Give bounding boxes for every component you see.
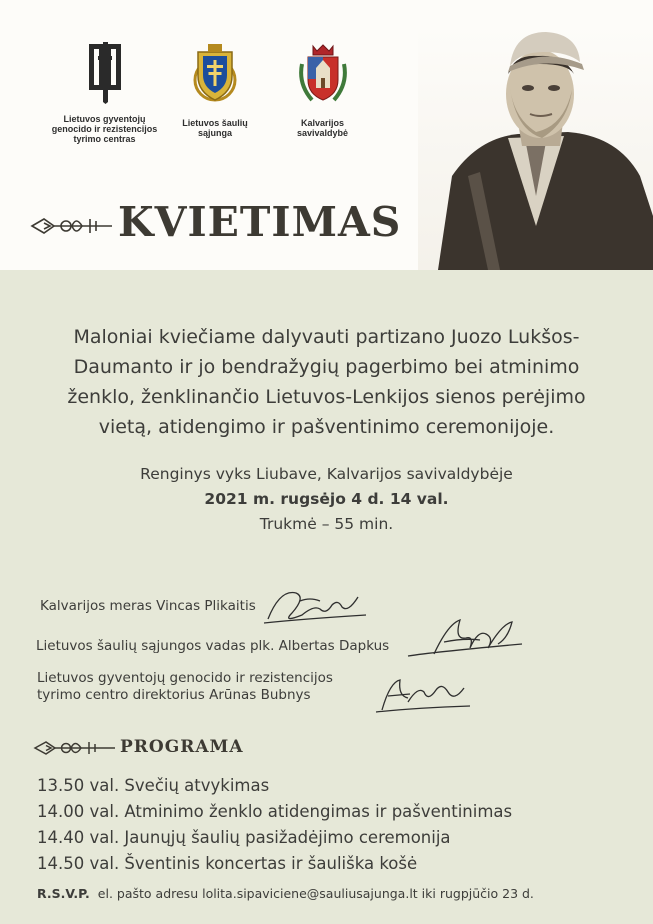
program-list bbox=[37, 773, 512, 877]
rsvp-text: el. pašto adresu lolita.sipaviciene@sauliusajunga.lt iki rugpjūčio 23 d. bbox=[97, 886, 534, 901]
signatory-mayor: Kalvarijos meras Vincas Plikaitis bbox=[40, 598, 256, 614]
intro-line: ženklo, ženklinančio Lietuvos-Lenkijos sienos perėjimo bbox=[67, 386, 586, 408]
riflemen-shield-icon bbox=[192, 42, 238, 108]
coat-of-arms-icon bbox=[296, 42, 350, 108]
signatory-commander: Lietuvos šaulių sąjungos vadas plk. Albertas Dapkus bbox=[36, 638, 390, 654]
event-date: 2021 m. rugsėjo 4 d. 14 val. bbox=[204, 490, 449, 508]
signatory-line: Lietuvos gyventojų genocido ir rezistencijos bbox=[37, 670, 333, 686]
program-item: 14.00 val. Atminimo ženklo atidengimas ir pašventinimas bbox=[37, 802, 513, 821]
logo-genocide-center bbox=[42, 42, 167, 144]
program-item: 14.50 val. Šventinis koncertas ir šauliška košė bbox=[37, 854, 418, 873]
intro-paragraph bbox=[40, 322, 613, 442]
ornament-icon bbox=[30, 213, 114, 239]
signatory-line: tyrimo centro direktorius Arūnas Bubnys bbox=[37, 687, 311, 703]
signature-mayor-icon bbox=[262, 585, 370, 627]
rsvp-label: R.S.V.P. bbox=[37, 886, 90, 901]
event-duration: Trukmė – 55 min. bbox=[259, 515, 394, 533]
ornament-icon bbox=[33, 737, 117, 759]
program-item: 13.50 val. Svečių atvykimas bbox=[37, 776, 270, 795]
signature-commander-icon bbox=[404, 614, 524, 664]
logo-kalvarija-municipality bbox=[275, 42, 370, 138]
logo-riflemen-union bbox=[170, 42, 260, 138]
intro-line: vietą, atidengimo ir pašventinimo ceremonijoje. bbox=[98, 416, 555, 438]
program-title: PROGRAMA bbox=[120, 737, 244, 757]
intro-line: Maloniai kviečiame dalyvauti partizano Juozo Lukšos- bbox=[73, 326, 580, 348]
logo-label: Lietuvos gyventojų genocido ir rezistencijos tyrimo centras bbox=[51, 114, 158, 144]
invitation-title: KVIETIMAS bbox=[118, 198, 402, 246]
venue-place: Renginys vyks Liubave, Kalvarijos savivaldybėje bbox=[140, 465, 513, 483]
cross-emblem-icon bbox=[87, 42, 123, 104]
rsvp-line bbox=[37, 886, 534, 901]
logo-label: Kalvarijos savivaldybė bbox=[296, 118, 349, 138]
intro-line: Daumanto ir jo bendražygių pagerbimo bei atminimo bbox=[73, 356, 580, 378]
logo-label: Lietuvos šaulių sąjunga bbox=[182, 118, 248, 138]
signature-director-icon bbox=[374, 672, 474, 716]
partisan-portrait-photo bbox=[418, 26, 653, 270]
program-item: 14.40 val. Jaunųjų šaulių pasižadėjimo ceremonija bbox=[37, 828, 451, 847]
signatory-director bbox=[37, 670, 333, 704]
venue-info bbox=[40, 462, 613, 537]
